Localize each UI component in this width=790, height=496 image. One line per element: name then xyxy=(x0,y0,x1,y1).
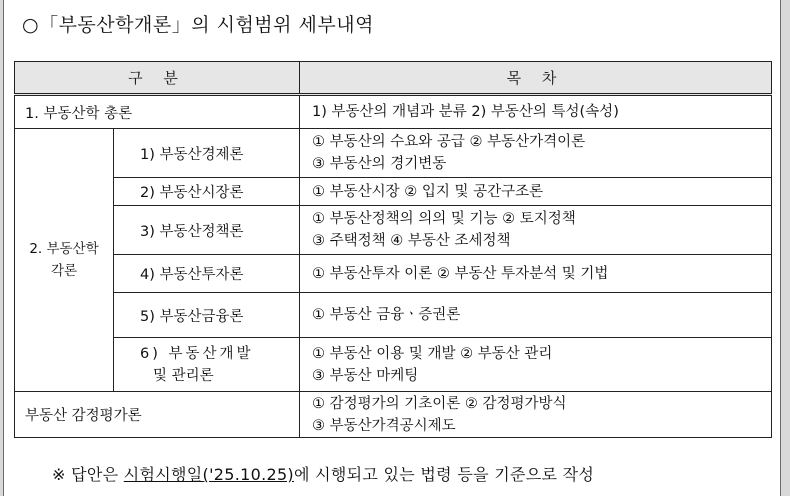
contents-line: ③ 부동산의 경기변동 xyxy=(312,156,447,172)
sub-category: 1) 부동산경제론 xyxy=(114,129,300,178)
sub-contents: ① 부동산시장 ② 입지 및 공간구조론 xyxy=(300,178,772,206)
contents-line: ③ 부동산가격공시제도 xyxy=(312,417,456,434)
page-title: ○「부동산학개론」의 시험범위 세부내역 xyxy=(22,14,374,36)
contents-line: ③ 주택정책 ④ 부동산 조세정책 xyxy=(312,233,511,249)
table-row xyxy=(15,129,772,178)
header-contents: 목 차 xyxy=(300,62,772,95)
document-page xyxy=(3,0,781,496)
contents-appraisal xyxy=(300,392,772,438)
table-row xyxy=(15,255,772,293)
category-general: 1. 부동산학 총론 xyxy=(15,95,300,129)
category-specific-line1: 2. 부동산학 xyxy=(29,241,99,257)
footnote-date: 시험시행일('25.10.25) xyxy=(123,465,294,484)
sub-contents xyxy=(300,338,772,392)
sub-category: 5) 부동산금융론 xyxy=(114,293,300,338)
exam-scope-table xyxy=(14,61,772,438)
table-header-row xyxy=(15,62,772,95)
contents-line: ① 부동산 이용 및 개발 ② 부동산 관리 xyxy=(312,345,553,362)
sub-category-line1: 6) 부동산개발 xyxy=(140,345,254,362)
sub-contents xyxy=(300,206,772,255)
table-row xyxy=(15,95,772,129)
category-appraisal: 부동산 감정평가론 xyxy=(15,392,300,438)
sub-contents xyxy=(300,129,772,178)
sub-category-line2: 및 관리론 xyxy=(153,367,214,384)
table-row xyxy=(15,206,772,255)
sub-category: 2) 부동산시장론 xyxy=(114,178,300,206)
sub-contents: ① 부동산 금융ㆍ증권론 xyxy=(300,293,772,338)
category-specific-line2: 각론 xyxy=(50,263,78,279)
table-row xyxy=(15,293,772,338)
sub-category xyxy=(114,338,300,392)
footnote xyxy=(52,462,594,485)
footnote-prefix: ※ 답안은 xyxy=(52,465,124,484)
contents-line: ① 부동산의 수요와 공급 ② 부동산가격이론 xyxy=(312,134,586,150)
sub-contents: ① 부동산투자 이론 ② 부동산 투자분석 및 기법 xyxy=(300,255,772,293)
category-specific xyxy=(15,129,114,392)
header-category: 구 분 xyxy=(15,62,300,95)
sub-category: 3) 부동산정책론 xyxy=(114,206,300,255)
contents-line: ① 부동산정책의 의의 및 기능 ② 토지정책 xyxy=(312,211,576,227)
contents-general: 1) 부동산의 개념과 분류 2) 부동산의 특성(속성) xyxy=(300,95,772,129)
table-row xyxy=(15,338,772,392)
contents-line: ③ 부동산 마케팅 xyxy=(312,367,419,384)
contents-line: ① 감정평가의 기초이론 ② 감정평가방식 xyxy=(312,395,567,412)
footnote-suffix: 에 시행되고 있는 법령 등을 기준으로 작성 xyxy=(293,465,595,484)
table-row xyxy=(15,392,772,438)
sub-category: 4) 부동산투자론 xyxy=(114,255,300,293)
table-row xyxy=(15,178,772,206)
